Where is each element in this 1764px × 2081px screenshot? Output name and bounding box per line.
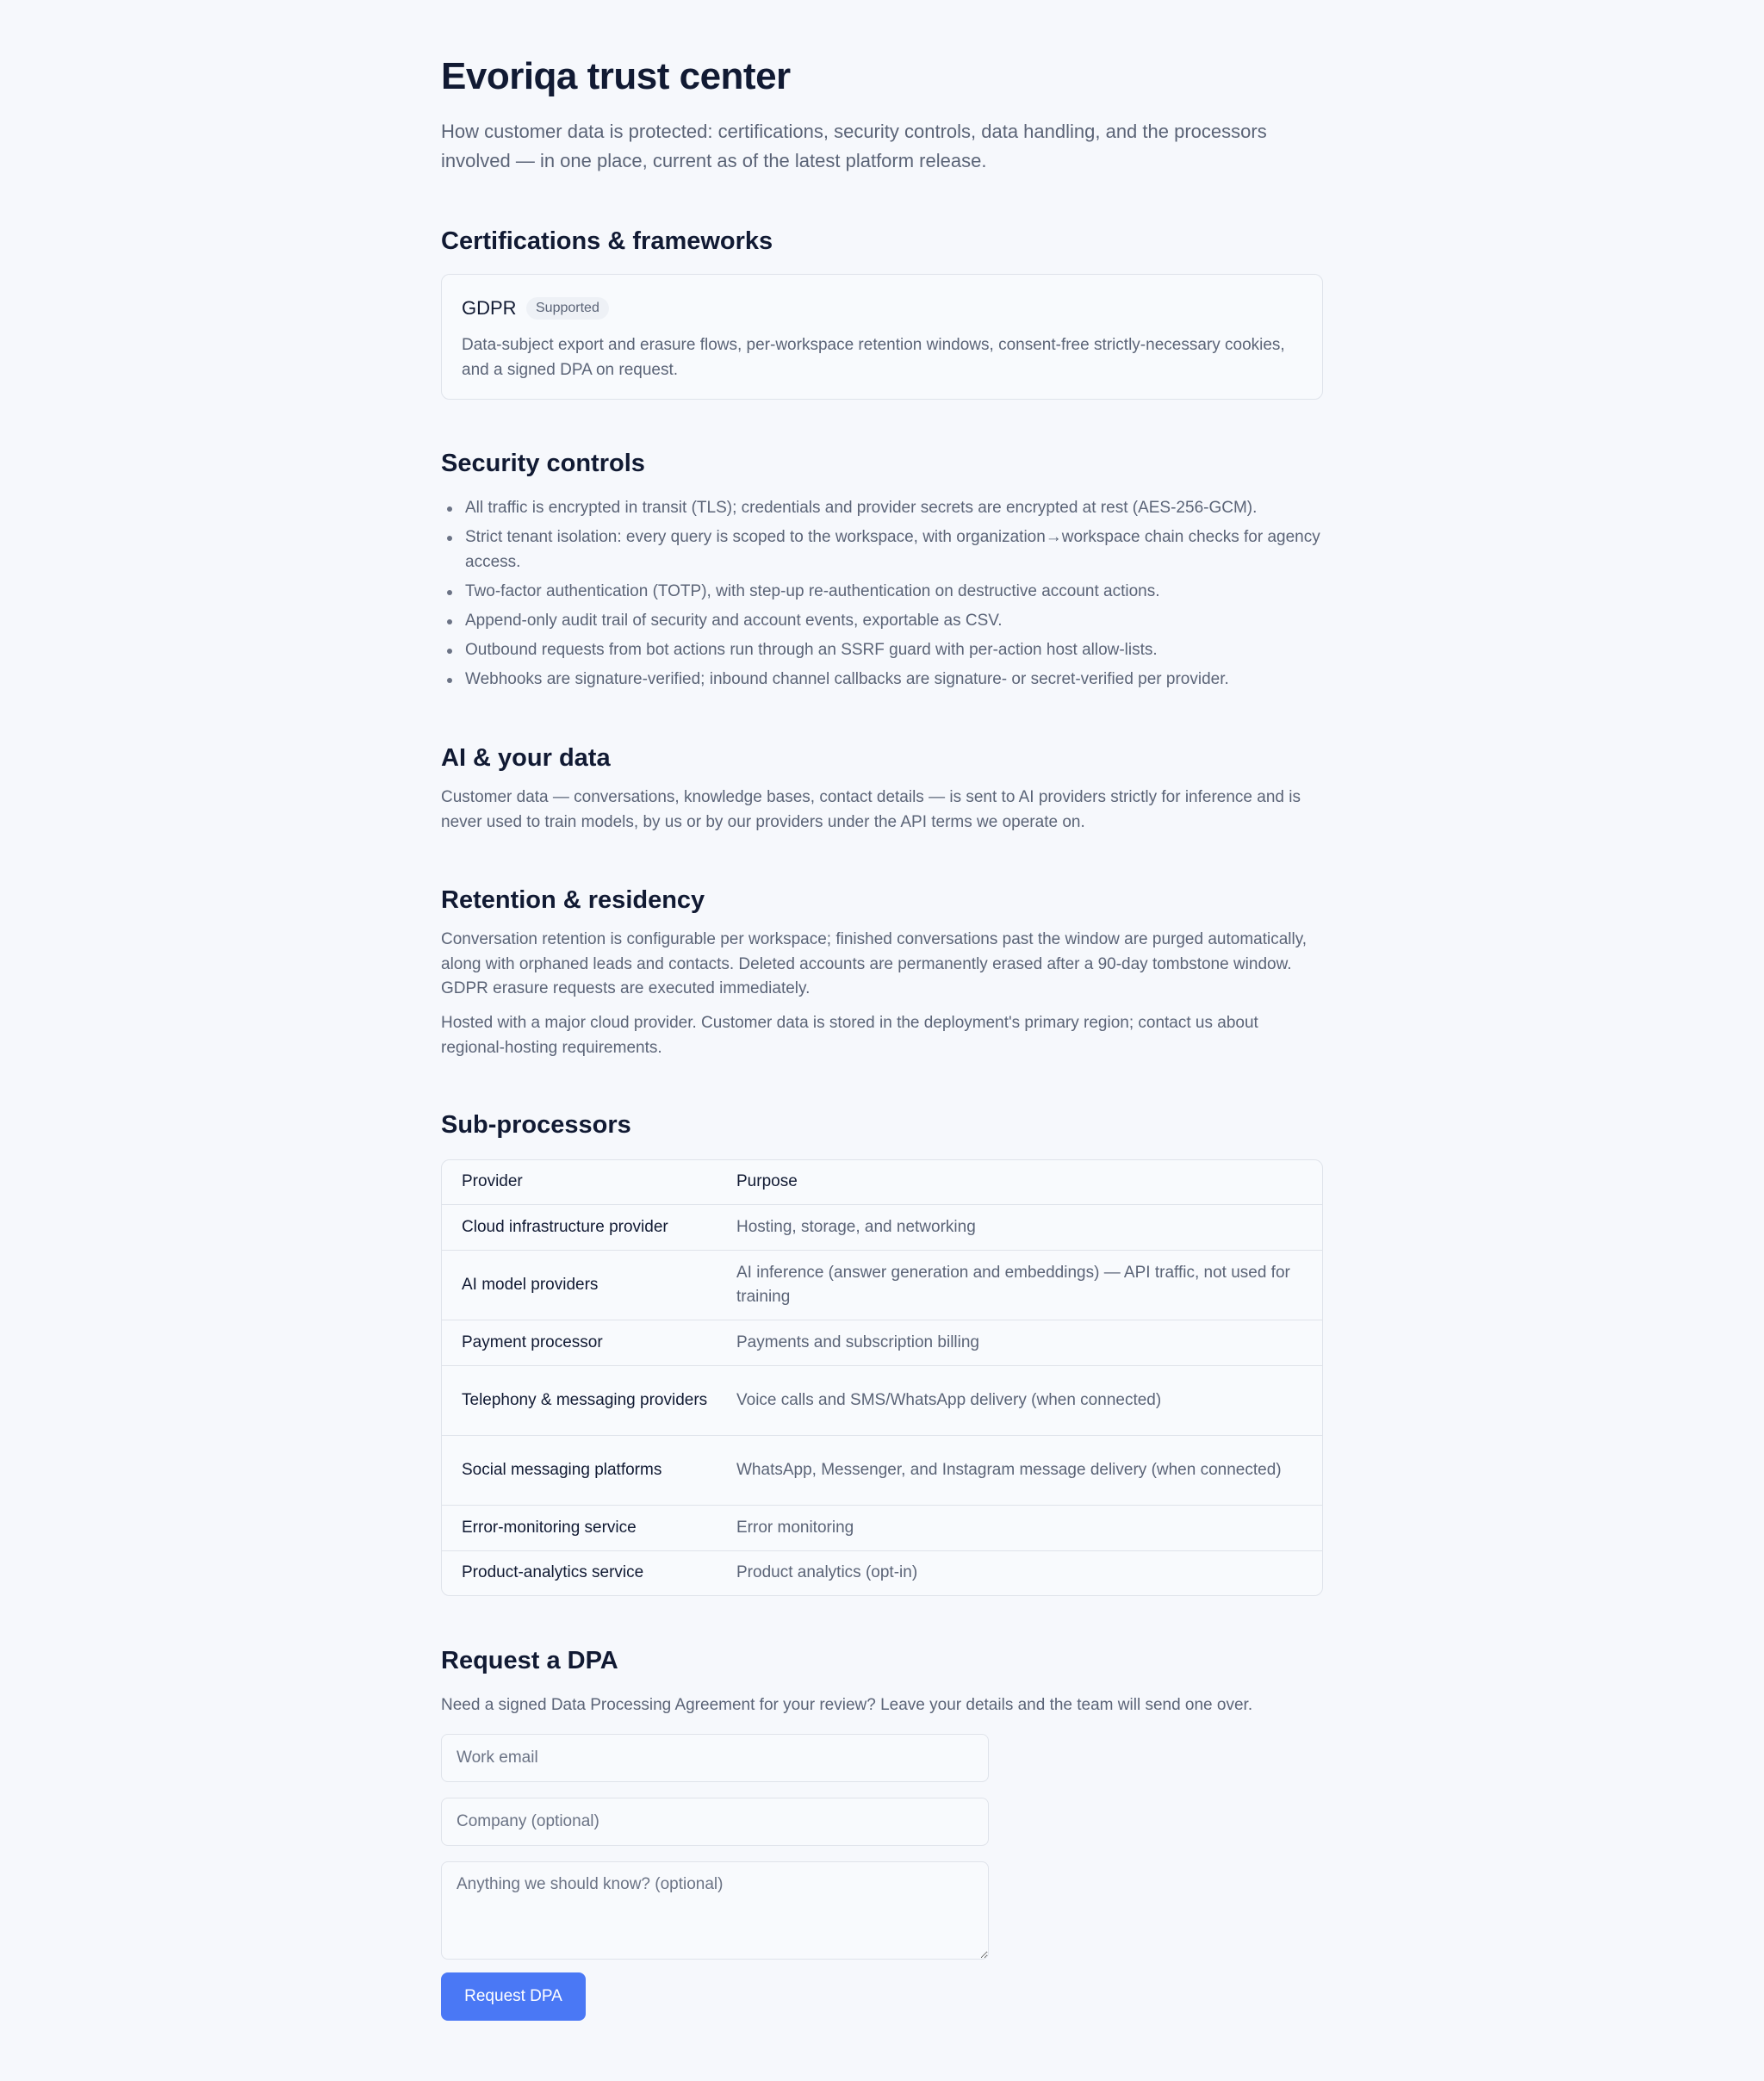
- provider-cell: Error-monitoring service: [462, 1518, 637, 1537]
- ai-text: Customer data — conversations, knowledge bases, contact details — is sent to AI providers strictly for inference and is never used to train models, by us or by our providers under the API terms we operate on.: [441, 788, 1301, 831]
- provider-cell: Social messaging platforms: [462, 1460, 662, 1479]
- certification-description: Data-subject export and erasure flows, per-workspace retention windows, consent-free strictly-necessary cookies, and a signed DPA on request.: [462, 336, 1285, 379]
- purpose-cell: Hosting, storage, and networking: [736, 1217, 976, 1236]
- certification-card-gdpr: [441, 274, 1323, 400]
- table-row: [442, 1320, 1322, 1365]
- security-controls-list: [441, 496, 1323, 697]
- list-item: Webhooks are signature-verified; inbound channel callbacks are signature- or secret-verified per provider.: [441, 668, 1323, 693]
- provider-cell: Cloud infrastructure provider: [462, 1217, 668, 1236]
- provider-cell: Payment processor: [462, 1332, 603, 1351]
- table-row: [442, 1550, 1322, 1595]
- company-input[interactable]: [441, 1798, 989, 1846]
- list-item: Strict tenant isolation: every query is scoped to the workspace, with organization→workspace chain checks for agency access.: [441, 525, 1323, 575]
- retention-paragraph: Conversation retention is configurable per workspace; finished conversations past the window are purged automatically, along with orphaned leads and contacts. Deleted accounts are permanently erased after a 90-day tombstone window. GDPR erasure requests are executed immediately.: [441, 930, 1307, 997]
- certifications-heading: Certifications & frameworks: [441, 227, 773, 255]
- work-email-input[interactable]: [441, 1734, 989, 1782]
- retention-heading: Retention & residency: [441, 886, 705, 914]
- purpose-cell: Payments and subscription billing: [736, 1332, 979, 1351]
- column-header-provider: Provider: [462, 1172, 523, 1191]
- certification-name: GDPR: [462, 297, 517, 319]
- provider-cell: Product-analytics service: [462, 1563, 644, 1582]
- provider-cell: AI model providers: [462, 1275, 599, 1294]
- list-item: Two-factor authentication (TOTP), with step-up re-authentication on destructive account actions.: [441, 580, 1323, 605]
- status-badge: Supported: [526, 297, 609, 320]
- column-header-purpose: Purpose: [736, 1172, 798, 1191]
- provider-cell: Telephony & messaging providers: [462, 1390, 708, 1409]
- residency-paragraph: Hosted with a major cloud provider. Customer data is stored in the deployment's primary region; contact us about regional-hosting requirements.: [441, 1014, 1258, 1057]
- table-row: [442, 1435, 1322, 1505]
- notes-textarea[interactable]: [441, 1861, 989, 1960]
- request-dpa-button[interactable]: Request DPA: [441, 1972, 586, 2021]
- dpa-description: Need a signed Data Processing Agreement for your review? Leave your details and the team will send one over.: [441, 1696, 1253, 1714]
- purpose-cell: Voice calls and SMS/WhatsApp delivery (when connected): [736, 1390, 1162, 1409]
- list-item: Outbound requests from bot actions run through an SSRF guard with per-action host allow-lists.: [441, 638, 1323, 663]
- page-title: Evoriqa trust center: [441, 55, 791, 97]
- ai-heading: AI & your data: [441, 744, 611, 772]
- page-intro: How customer data is protected: certifications, security controls, data handling, and the processors involved — in one place, current as of the latest platform release.: [441, 121, 1267, 171]
- list-item: All traffic is encrypted in transit (TLS); credentials and provider secrets are encrypted at rest (AES-256-GCM).: [441, 496, 1323, 521]
- purpose-cell: Product analytics (opt-in): [736, 1563, 918, 1582]
- table-row: [442, 1505, 1322, 1550]
- purpose-cell: WhatsApp, Messenger, and Instagram message delivery (when connected): [736, 1460, 1282, 1479]
- subprocessors-table: [441, 1159, 1323, 1596]
- table-row: [442, 1250, 1322, 1320]
- table-header-row: [442, 1160, 1322, 1204]
- subprocessors-heading: Sub-processors: [441, 1111, 631, 1139]
- table-row: [442, 1365, 1322, 1435]
- table-row: [442, 1204, 1322, 1250]
- purpose-cell: Error monitoring: [736, 1518, 854, 1537]
- dpa-heading: Request a DPA: [441, 1647, 618, 1674]
- security-heading: Security controls: [441, 450, 645, 477]
- list-item: Append-only audit trail of security and account events, exportable as CSV.: [441, 609, 1323, 634]
- purpose-cell: AI inference (answer generation and embeddings) — API traffic, not used for training: [736, 1263, 1290, 1306]
